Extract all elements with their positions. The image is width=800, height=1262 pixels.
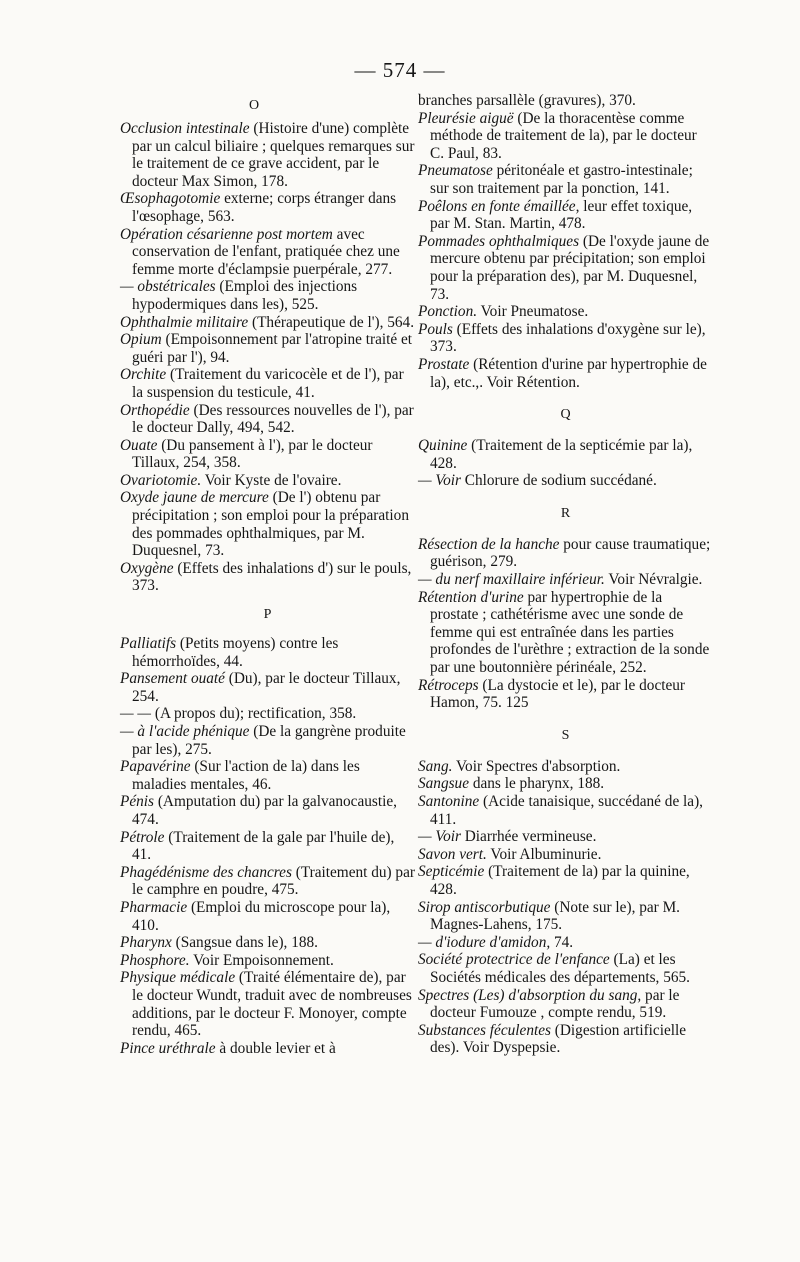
index-entry: [418, 828, 713, 846]
index-term: Pétrole: [120, 828, 165, 846]
index-term: Opération césarienne post mortem: [120, 225, 333, 243]
section-letter-q: Q: [560, 407, 571, 423]
index-term: Phagédénisme des chancres: [120, 863, 292, 881]
index-term: Rétroceps: [418, 676, 479, 694]
index-entry: [120, 560, 415, 595]
index-entry: [418, 863, 713, 898]
index-term: Septicémie: [418, 863, 485, 881]
section-p-entries: [120, 635, 415, 1057]
index-text: Chlorure de sodium succédané.: [460, 472, 657, 490]
index-text: (La) et les Sociétés médicales des départements, 565.: [430, 951, 690, 986]
index-entry: [120, 331, 415, 366]
index-text: Voir Pneumatose.: [477, 303, 589, 321]
index-text: Voir Névralgie.: [604, 571, 703, 589]
right-column: [418, 92, 713, 1057]
index-text: (Digestion artificielle des). Voir Dyspepsie.: [430, 1021, 687, 1057]
index-entry: [418, 775, 713, 793]
index-term: Oxygène: [120, 559, 174, 577]
index-term: Santonine: [418, 793, 480, 810]
index-term: Sang.: [418, 757, 453, 775]
index-term: Physique médicale: [120, 969, 236, 987]
index-text: à double levier et à: [215, 1039, 336, 1057]
section-letter-s: S: [561, 727, 570, 743]
index-entry: [120, 1040, 415, 1058]
index-term: Poêlons en fonte émaillée,: [418, 197, 580, 215]
index-term: Orchite: [120, 366, 167, 384]
index-entry: [120, 705, 415, 723]
index-entry: [120, 723, 415, 758]
index-text: (Emploi du microscope pour la), 410.: [132, 898, 391, 934]
section-o-entries: [120, 120, 415, 595]
index-entry: [418, 589, 713, 677]
index-text: (La dystocie et le), par le docteur Hamon, 75. 125: [430, 676, 686, 712]
index-entry: [120, 635, 415, 670]
index-term: Palliatifs: [120, 635, 177, 653]
index-entry: [120, 190, 415, 225]
index-text: (Emploi des injections hypodermiques dans les), 525.: [132, 278, 358, 313]
index-term: Pénis: [120, 793, 154, 811]
index-term: Ovariotomie.: [120, 471, 202, 489]
index-entry: [120, 120, 415, 190]
section-p-continued-entries: [418, 92, 713, 391]
index-entry: [120, 402, 415, 437]
index-text: (Note sur le), par M. Magnes-Lahens, 175.: [430, 898, 680, 934]
section-letter-r: R: [560, 505, 571, 521]
index-entry: [418, 198, 713, 233]
page-number: — 574 —: [354, 58, 446, 82]
index-text: (Traitement de la gale par l'huile de), 41.: [132, 828, 395, 864]
index-term: Ouate: [120, 436, 158, 454]
index-entry: [418, 110, 713, 163]
index-text: (Du pansement à l'), par le docteur Tillaux, 254, 358.: [132, 436, 373, 472]
index-term: — d'iodure d'amidon,: [418, 933, 551, 951]
index-text: Voir Empoisonnement.: [189, 951, 334, 969]
index-text: (Thérapeutique de l'), 564.: [248, 313, 415, 331]
index-text: Voir Kyste de l'ovaire.: [201, 471, 342, 489]
index-term: Substances féculentes: [418, 1021, 551, 1039]
index-text: (Sur l'action de la) dans les maladies mentales, 46.: [132, 758, 360, 793]
index-term: — du nerf maxillaire inférieur.: [418, 571, 605, 589]
index-entry: [418, 303, 713, 321]
index-entry: [418, 899, 713, 934]
index-term: Opium: [120, 331, 162, 349]
index-term: Papavérine: [120, 758, 191, 776]
index-text: pour cause traumatique; guérison, 279.: [430, 535, 711, 571]
index-term: Orthopédie: [120, 401, 190, 419]
index-text: branches parsallèle (gravures), 370.: [418, 92, 636, 109]
index-text: (De la gangrène produite par les), 275.: [132, 723, 406, 758]
index-text: Diarrhée vermineuse.: [460, 828, 597, 846]
index-entry: [418, 951, 713, 986]
index-term: Pharmacie: [120, 898, 188, 916]
index-text: avec conservation de l'enfant, pratiquée chez une femme morte d'éclampsie puerpérale, 277.: [132, 225, 400, 278]
index-entry: [120, 314, 415, 332]
index-text: (Du), par le docteur Tillaux, 254.: [132, 670, 401, 705]
index-term: Prostate: [418, 355, 470, 373]
index-term: Pince uréthrale: [120, 1039, 216, 1057]
index-entry: [418, 92, 713, 110]
index-term: Spectres (Les) d'absorption du sang,: [418, 986, 642, 1004]
index-text: (De la thoracentèse comme méthode de traitement de la), par le docteur C. Paul, 83.: [430, 109, 697, 162]
index-entry: [120, 829, 415, 864]
index-term: Pommades ophthalmiques: [418, 232, 580, 250]
index-entry: [120, 670, 415, 705]
index-entry: [120, 366, 415, 401]
index-entry: [120, 278, 415, 313]
index-entry: [120, 758, 415, 793]
index-text: (Traitement de la) par la quinine, 428.: [430, 863, 690, 898]
index-entry: [120, 899, 415, 934]
index-term: Pneumatose: [418, 162, 493, 180]
index-text: (De l'oxyde jaune de mercure obtenu par précipitation; son emploi pour la préparation des), par M. Duquesnel, 73.: [430, 232, 710, 303]
index-text: (Des ressources nouvelles de l'), par le docteur Dally, 494, 542.: [132, 401, 414, 437]
index-term: Œsophagotomie: [120, 190, 221, 208]
index-entry: [418, 437, 713, 472]
index-text: par hypertrophie de la prostate ; cathétérisme avec une sonde de femme qui est entraînée dans les parties profondes de l'urèthre ; extraction de la sonde par une boutonnière périnéale, 252.: [430, 588, 710, 677]
index-entry: [120, 864, 415, 899]
index-text: Voir Spectres d'absorption.: [452, 757, 621, 775]
index-term: Résection de la hanche: [418, 535, 560, 553]
index-text: (De l') obtenu par précipitation ; son emploi pour la préparation des pommades ophthalmiques, par M. Duquesnel, 73.: [132, 489, 409, 560]
index-entry: [120, 793, 415, 828]
index-entry: [120, 489, 415, 559]
index-entry: [418, 356, 713, 391]
section-s-entries: [418, 758, 713, 1057]
index-term: Pouls: [418, 320, 453, 338]
index-text: (Histoire d'une) complète par un calcul biliaire ; quelques remarques sur le traitement de ce grave accident, par le docteur Max Simon, 178.: [132, 120, 415, 190]
index-text: par le docteur Fumouze , compte rendu, 519.: [430, 986, 680, 1022]
index-entry: [418, 846, 713, 864]
index-entry: [120, 437, 415, 472]
index-term: Pharynx: [120, 934, 172, 952]
index-term: Quinine: [418, 437, 468, 455]
index-entry: [120, 226, 415, 279]
left-column: [120, 92, 415, 1057]
section-r-entries: [418, 536, 713, 712]
index-text: (Traitement du) par le camphre en poudre, 475.: [132, 863, 415, 899]
index-entry: [418, 1022, 713, 1057]
index-term: Société protectrice de l'enfance: [418, 951, 610, 969]
index-term: — Voir: [418, 472, 461, 490]
index-text: dans le pharynx, 188.: [469, 775, 605, 793]
index-entry: [418, 233, 713, 303]
index-text: (Acide tanaisique, succédané de la), 411.: [430, 793, 704, 828]
section-letter-p: P: [263, 607, 272, 623]
index-term: — obstétricales: [120, 278, 216, 296]
section-letter-o: O: [249, 98, 260, 113]
index-term: Pleurésie aiguë: [418, 109, 514, 127]
index-text: (Traitement du varicocèle et de l'), par la suspension du testicule, 41.: [132, 366, 404, 401]
index-entry: [418, 162, 713, 197]
index-term: — à l'acide phénique: [120, 723, 250, 740]
index-term: Sirop antiscorbutique: [418, 898, 551, 916]
index-text: (Traité élémentaire de), par le docteur Wundt, traduit avec de nombreuses additions, par le docteur F. Monoyer, compte rendu, 465.: [132, 969, 412, 1040]
index-term: Pansement ouaté: [120, 670, 225, 688]
index-text: (Amputation du) par la galvanocaustie, 474.: [132, 793, 397, 828]
index-text: (Effets des inhalations d') sur le pouls, 373.: [132, 559, 412, 595]
index-term: Ponction.: [418, 303, 478, 321]
index-term: Rétention d'urine: [418, 588, 524, 606]
index-entry: [418, 536, 713, 571]
index-entry: [418, 758, 713, 776]
index-term: Ophthalmie militaire: [120, 313, 249, 331]
index-text: Voir Albuminurie.: [486, 845, 602, 863]
index-term: — Voir: [418, 828, 461, 846]
index-entry: [418, 472, 713, 490]
index-text: externe; corps étranger dans l'œsophage, 563.: [132, 190, 397, 225]
index-term: — —: [120, 705, 152, 723]
index-entry: [418, 793, 713, 828]
index-term: Savon vert.: [418, 845, 487, 863]
index-text: (Sangsue dans le), 188.: [171, 934, 318, 952]
index-text: (Rétention d'urine par hypertrophie de la), etc.,. Voir Rétention.: [430, 355, 707, 391]
index-text: leur effet toxique, par M. Stan. Martin, 478.: [430, 197, 693, 233]
index-text: (Empoisonnement par l'atropine traité et guéri par l'), 94.: [132, 331, 413, 366]
index-term: Phosphore.: [120, 951, 190, 969]
index-text: (Traitement de la septicémie par la), 428.: [430, 437, 693, 472]
index-entry: [120, 472, 415, 490]
section-q-entries: [418, 437, 713, 490]
index-term: Occlusion intestinale: [120, 120, 250, 137]
index-entry: [120, 934, 415, 952]
index-text: (A propos du); rectification, 358.: [151, 705, 357, 723]
index-entry: [120, 969, 415, 1039]
index-entry: [418, 934, 713, 952]
index-entry: [418, 987, 713, 1022]
index-text: 74.: [550, 933, 574, 951]
index-entry: [418, 321, 713, 356]
index-text: (Effets des inhalations d'oxygène sur le), 373.: [430, 320, 706, 356]
index-term: Oxyde jaune de mercure: [120, 489, 269, 507]
index-term: Sangsue: [418, 775, 469, 793]
index-text: péritonéale et gastro-intestinale; sur son traitement par la ponction, 141.: [430, 162, 693, 197]
index-text: (Petits moyens) contre les hémorrhoïdes, 44.: [132, 635, 339, 670]
index-entry: [418, 677, 713, 712]
index-entry: [418, 571, 713, 589]
index-entry: [120, 952, 415, 970]
